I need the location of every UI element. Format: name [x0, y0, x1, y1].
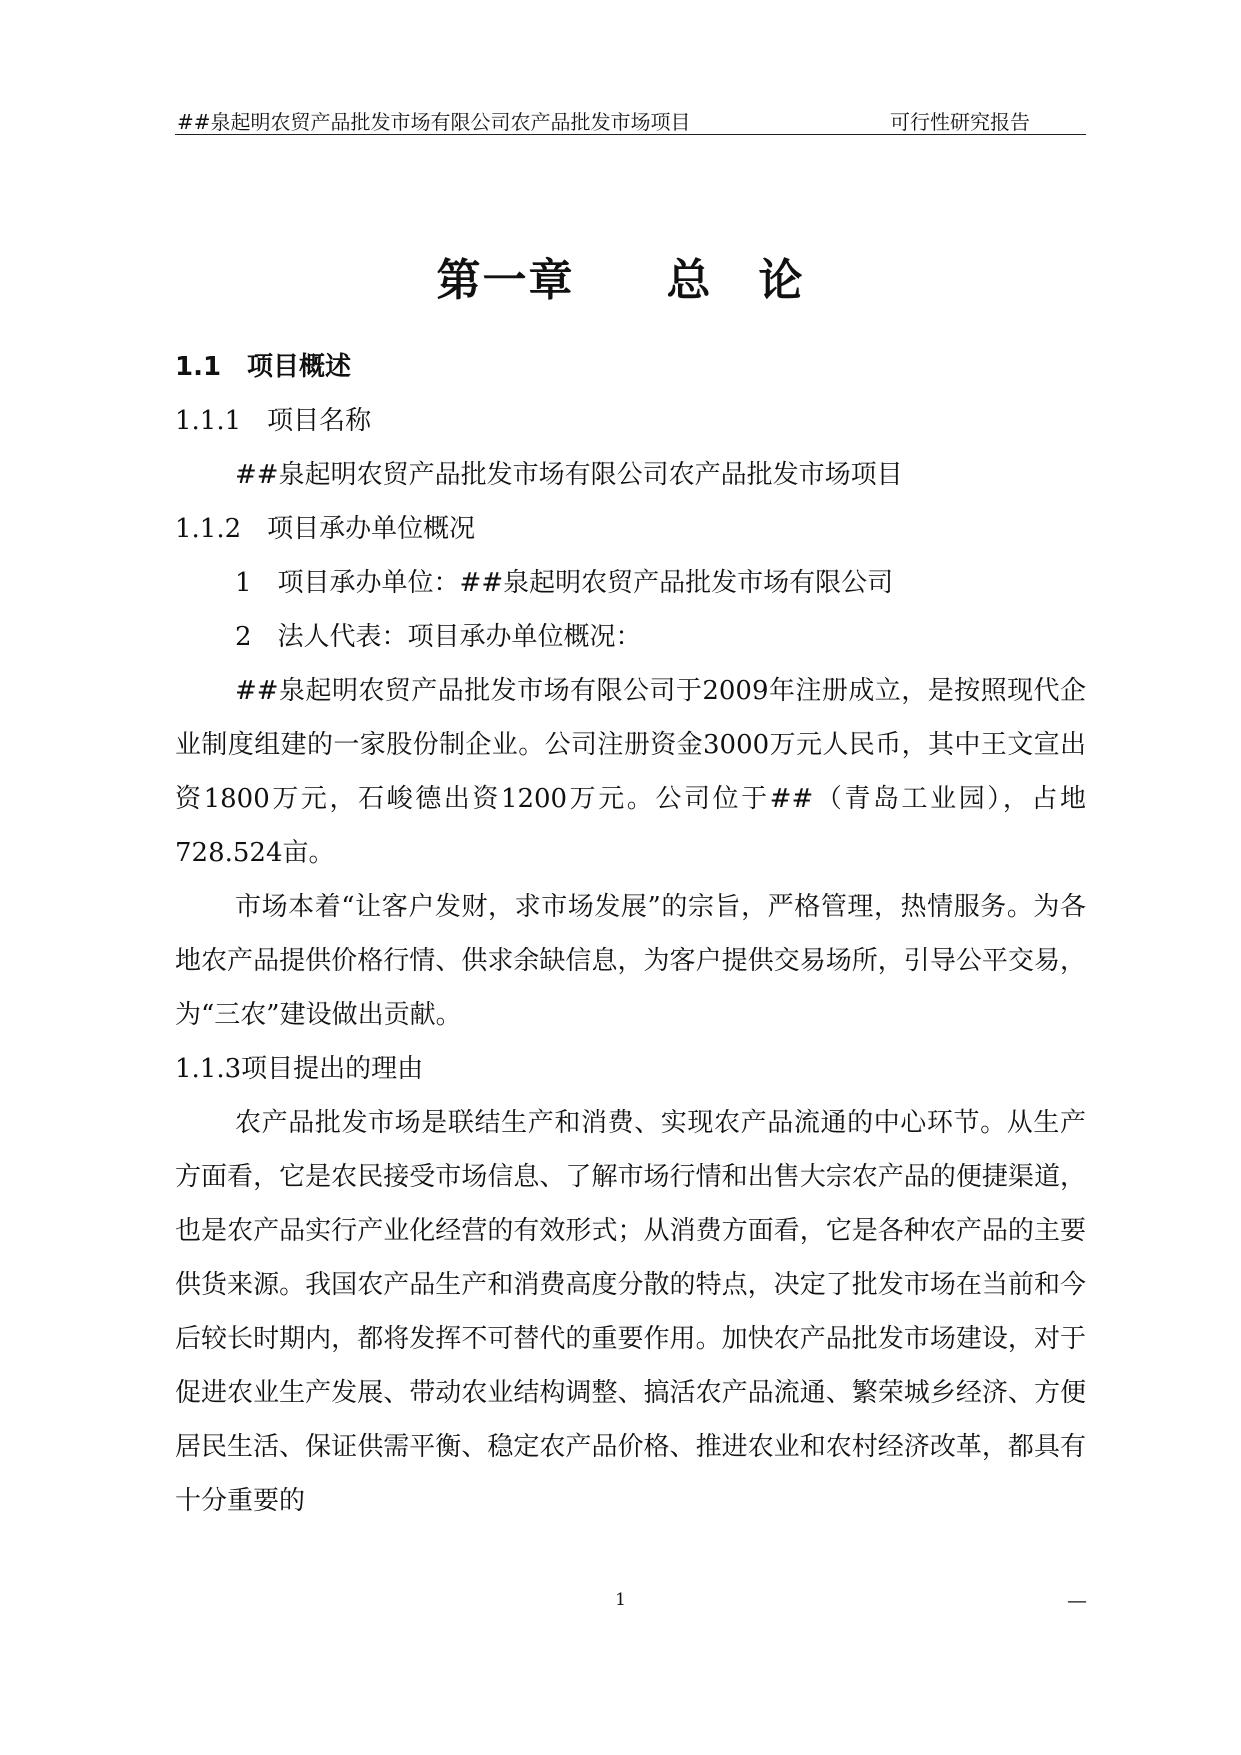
- subsection-heading-1-1-3: 1.1.3项目提出的理由: [175, 1054, 424, 1084]
- list-item-undertaking-unit: 1 项目承办单位：##泉起明农贸产品批发市场有限公司: [235, 568, 894, 598]
- paragraph-project-reason: 农产品批发市场是联结生产和消费、实现农产品流通的中心环节。从生产方面看，它是农民接受市场信息、了解市场行情和出售大宗农产品的便捷渠道，也是农产品实行产业化经营的有效形式；从消费方面看，它是各种农产品的主要供货来源。我国农产品生产和消费高度分散的特点，决定了批发市场在当前和今后较长时期内，都将发挥不可替代的重要作用。加快农产品批发市场建设，对于促进农业生产发展、带动农业结构调整、搞活农产品流通、繁荣城乡经济、方便居民生活、保证供需平衡、稳定农产品价格、推进农业和农村经济改革，都具有十分重要的: [175, 1108, 1086, 1516]
- project-name-text: ##泉起明农贸产品批发市场有限公司农产品批发市场项目: [235, 460, 903, 490]
- page-corner-mark: —: [1067, 1588, 1087, 1612]
- list-item-legal-representative: 2 法人代表：项目承办单位概况：: [235, 622, 642, 652]
- paragraph-company-profile: ##泉起明农贸产品批发市场有限公司于2009年注册成立，是按照现代企业制度组建的一家股份制企业。公司注册资金3000万元人民币，其中王文宣出资1800万元，石峻德出资1200万元。公司位于##（青岛工业园），占地728.524亩。: [175, 676, 1086, 868]
- paragraph-market-mission: 市场本着“让客户发财，求市场发展”的宗旨，严格管理，热情服务。为各地农产品提供价格行情、供求余缺信息，为客户提供交易场所，引导公平交易，为“三农”建设做出贡献。: [175, 892, 1086, 1030]
- header-report-type: 可行性研究报告: [890, 110, 1030, 134]
- chapter-title: 第一章 总 论: [436, 255, 805, 306]
- document-body: [175, 340, 1086, 1528]
- subsection-heading-1-1-1: 1.1.1 项目名称: [175, 406, 372, 436]
- subsection-heading-1-1-2: 1.1.2 项目承办单位概况: [175, 514, 476, 544]
- page-number: 1: [615, 1590, 626, 1610]
- header-document-title: ##泉起明农贸产品批发市场有限公司农产品批发市场项目: [177, 110, 691, 134]
- page-header: [175, 104, 1086, 135]
- section-heading-1-1: 1.1 项目概述: [175, 352, 352, 382]
